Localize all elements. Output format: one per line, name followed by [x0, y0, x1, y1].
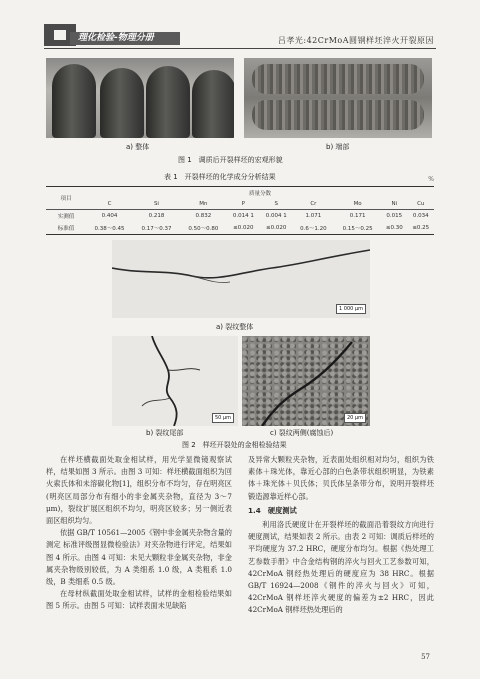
- table-cell: 0.15～0.25: [334, 222, 381, 235]
- fig1-sub-a: a) 整体: [126, 143, 150, 151]
- table-cell: ≤0.30: [381, 222, 407, 235]
- rod-end-image: [252, 64, 424, 94]
- micrograph-crack-sides: [242, 336, 370, 426]
- group-header: 质量分数: [86, 187, 434, 200]
- page-number: 57: [421, 653, 430, 661]
- table-cell: ≤0.020: [227, 222, 260, 235]
- table-cell: 0.50～0.80: [180, 222, 227, 235]
- fig1-caption: 图 1 调质后开裂样坯的宏观形貌: [178, 156, 283, 164]
- micrograph-crack-tail: [112, 336, 238, 426]
- billet-image: [100, 68, 144, 138]
- scale-bar-a: 1 000 μm: [336, 304, 366, 314]
- table-cell: 0.014 1: [232, 213, 254, 219]
- table-cell: 0.404: [101, 213, 118, 219]
- left-column: [46, 454, 232, 613]
- table-cell: 0.218: [148, 213, 165, 219]
- section-heading: 1.4 硬度测试: [248, 505, 297, 515]
- paragraph: 及异常大颗粒夹杂物，近表面处组织相对均匀，组织为铁素体＋珠光体，靠近心部的白色条带状组织明显，为铁素体＋珠光体＋贝氏体；贝氏体呈条带分布，说明开裂样坯锻造源靠近样心部。: [248, 455, 434, 501]
- fig1-sub-b: b) 端部: [326, 143, 350, 151]
- column-header: Ni: [381, 199, 407, 210]
- table-row: [46, 210, 434, 223]
- journal-name: 理化检验-物理分册: [78, 33, 154, 43]
- table-cell: ≤0.020: [260, 222, 293, 235]
- table-cell: 0.034: [412, 213, 429, 219]
- column-header: S: [260, 199, 293, 210]
- table-cell: 0.38～0.45: [86, 222, 133, 235]
- page-header: [0, 0, 480, 52]
- column-header: Si: [133, 199, 180, 210]
- column-header: Cr: [293, 199, 334, 210]
- fig2-sub-c: c) 裂纹两侧(腐蚀后): [270, 429, 334, 437]
- table-cell: 0.004 1: [265, 213, 287, 219]
- row-label: 实测值: [57, 214, 75, 220]
- paragraph: 在母材纵截面处取金相试样，试样的金相检验结果如图 5 所示。由图 5 可知：试样表面未见缺陷: [46, 589, 232, 611]
- table1-unit: %: [428, 176, 434, 183]
- column-header: P: [227, 199, 260, 210]
- fig2-sub-a: a) 裂纹整体: [216, 323, 254, 331]
- micrograph-crack-overall: [112, 240, 370, 318]
- photo-billet-ends: [244, 58, 432, 138]
- billet-image: [146, 66, 190, 138]
- column-header: C: [86, 199, 133, 210]
- fig2-caption: 图 2 样坯开裂处的金相检验结果: [182, 441, 287, 449]
- table-cell: 0.6～1.20: [293, 222, 334, 235]
- billet-image: [192, 70, 234, 138]
- column-header: Mo: [334, 199, 381, 210]
- column-header: Mn: [180, 199, 227, 210]
- scale-bar-b: 50 μm: [212, 413, 234, 423]
- billet-image: [52, 64, 96, 138]
- right-column: [248, 454, 434, 617]
- table-cell: 0.171: [349, 213, 366, 219]
- chemistry-table: [46, 186, 434, 235]
- paragraph: 依据 GB/T 10561—2005《钢中非金属夹杂物含量的测定 标准评级图显微检验法》对夹杂物进行评定，结果如图 4 所示。由图 4 可知：未见大颗粒非金属夹杂物，非金属夹杂物级别较低，为 A 类细系 1.0 级，A 类粗系 1.0 级，B 类细系 0.5 级。: [46, 528, 232, 587]
- column-header: Cu: [408, 199, 435, 210]
- table-cell: 0.832: [195, 213, 212, 219]
- item-header: 项目: [46, 187, 86, 210]
- table-cell: 0.015: [386, 213, 403, 219]
- running-head: 吕孝光:42CrMoA圆钢样坯淬火开裂原因: [277, 36, 434, 45]
- row-label: 标准值: [46, 222, 86, 235]
- scale-bar-c: 20 μm: [344, 413, 366, 423]
- table-cell: 0.17～0.37: [133, 222, 180, 235]
- photo-whole-billets: [46, 58, 234, 138]
- table-row: [46, 222, 434, 235]
- fig2-sub-b: b) 裂纹尾部: [146, 429, 184, 437]
- header-rule: [44, 48, 436, 49]
- rod-end-image: [252, 100, 424, 130]
- table-cell: ≤0.25: [408, 222, 435, 235]
- crack-line-image: [112, 240, 370, 318]
- paragraph: 在样坯横截面处取金相试样，用光学显微镜观察试样，结果如图 3 所示。由图 3 可知：样坯横截面组织为回火索氏体和未溶碳化物[1]，组织分布不均匀，存在明亮区(明亮区局部分布有细小的非金属夹杂物，直径为 3～7 μm)，裂纹扩展区组织不均匀，明亮区较多；另一侧近表面区组织均匀。: [46, 455, 232, 526]
- table-cell: 1.071: [305, 213, 322, 219]
- table1-caption: 表 1 开裂样坯的化学成分分析结果: [164, 173, 276, 181]
- paragraph: 利用洛氏硬度计在开裂样坯的截面沿着裂纹方向进行硬度测试，结果如表 2 所示。由表 2 可知：调质后样坯的平均硬度为 37.2 HRC，硬度分布均匀。根据《热处理工艺参数手册》中合金结构钢的淬火与回火工艺参数可知，42CrMoA 钢经热处理后的硬度应为 38 HRC。根据 GB/T 16924—2008《钢件的淬火与回火》可知，42CrMoA 钢样坯淬火硬度的偏差为±2 HRC，因此 42CrMoA 钢样坯热处理后的: [248, 520, 434, 615]
